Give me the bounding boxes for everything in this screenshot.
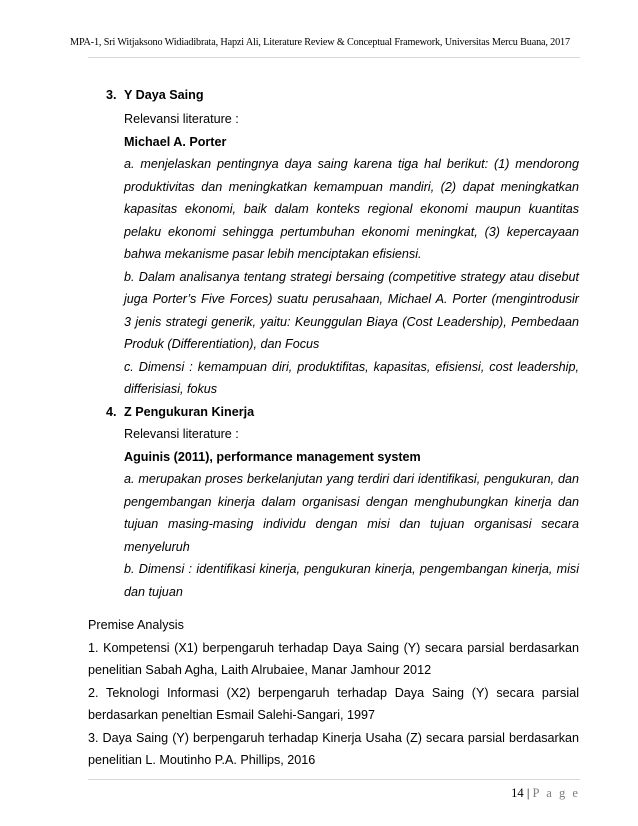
premise-title: Premise Analysis xyxy=(88,618,184,632)
page-label: P a g e xyxy=(532,786,580,800)
page-separator: | xyxy=(526,786,530,800)
page-footer xyxy=(511,786,580,801)
premise-line-5: 3. Daya Saing (Y) berpengaruh terhadap Kinerja Usaha (Z) secara parsial berdasarkan xyxy=(88,731,579,745)
section-3-line-2: produktivitas dan meningkatkan kemampuan mandiri, (2) dapat meningkatkan xyxy=(124,180,579,194)
section-3-line-1: a. menjelaskan pentingnya daya saing karena tiga hal berikut: (1) mendorong xyxy=(124,157,579,171)
section-4-number: 4. xyxy=(106,405,117,419)
section-3-line-9: Produk (Differentiation), dan Focus xyxy=(124,337,320,351)
section-4-relevance-label: Relevansi literature : xyxy=(124,427,239,441)
section-4-title: Z Pengukuran Kinerja xyxy=(124,405,255,419)
premise-line-6: penelitian L. Moutinho P.A. Phillips, 2016 xyxy=(88,753,316,767)
section-3-relevance-label: Relevansi literature : xyxy=(124,112,239,126)
section-3-line-4: pelaku ekonomi sehingga pertumbuhan ekonomi meningkat, (3) kepercayaan xyxy=(124,225,579,239)
section-3-title: Y Daya Saing xyxy=(124,88,204,102)
running-header: MPA-1, Sri Witjaksono Widiadibrata, Hapzi Ali, Literature Review & Conceptual Framework, Universitas Mercu Buana, 2017 xyxy=(70,37,570,48)
section-3-line-10: c. Dimensi : kemampuan diri, produktifitas, kapasitas, efisiensi, cost leadership, xyxy=(124,360,579,374)
section-4-author: Aguinis (2011), performance management system xyxy=(124,450,421,464)
section-4-line-4: menyeluruh xyxy=(124,540,190,554)
section-3-line-5: bahwa mekanisme pasar lebih menciptakan efisiensi. xyxy=(124,247,422,261)
section-4-line-3: tujuan masing-masing individu dengan misi dan tujuan organisasi secara xyxy=(124,517,579,531)
section-3-line-8: 3 jenis strategi generik, yaitu: Keunggulan Biaya (Cost Leadership), Pembedaan xyxy=(124,315,579,329)
section-3-line-11: differisiasi, fokus xyxy=(124,382,218,396)
section-3-line-6: b. Dalam analisanya tentang strategi bersaing (competitive strategy atau disebut xyxy=(124,270,579,284)
header-divider xyxy=(88,57,580,58)
section-3-line-7: juga Porter’s Five Forces) suatu perusahaan, Michael A. Porter (mengintrodusir xyxy=(124,292,579,306)
section-3-number: 3. xyxy=(106,88,117,102)
section-3-line-3: kapasitas ekonomi, baik dalam konteks regional ekonomi maupun kuantitas xyxy=(124,202,579,216)
section-4-line-2: pengembangan kinerja dalam organisasi dengan menghubungkan kinerja dan xyxy=(124,495,579,509)
section-4-line-6: dan tujuan xyxy=(124,585,183,599)
premise-line-2: penelitian Sabah Agha, Laith Alrubaiee, Manar Jamhour 2012 xyxy=(88,663,432,677)
section-4-line-5: b. Dimensi : identifikasi kinerja, pengukuran kinerja, pengembangan kinerja, misi xyxy=(124,562,579,576)
premise-line-3: 2. Teknologi Informasi (X2) berpengaruh terhadap Daya Saing (Y) secara parsial xyxy=(88,686,579,700)
footer-divider xyxy=(88,779,580,780)
premise-line-4: berdasarkan peneltian Esmail Salehi-Sangari, 1997 xyxy=(88,708,376,722)
premise-line-1: 1. Kompetensi (X1) berpengaruh terhadap Daya Saing (Y) secara parsial berdasarkan xyxy=(88,641,579,655)
page-number: 14 xyxy=(511,786,524,800)
section-3-author: Michael A. Porter xyxy=(124,135,227,149)
section-4-line-1: a. merupakan proses berkelanjutan yang terdiri dari identifikasi, pengukuran, dan xyxy=(124,472,579,486)
